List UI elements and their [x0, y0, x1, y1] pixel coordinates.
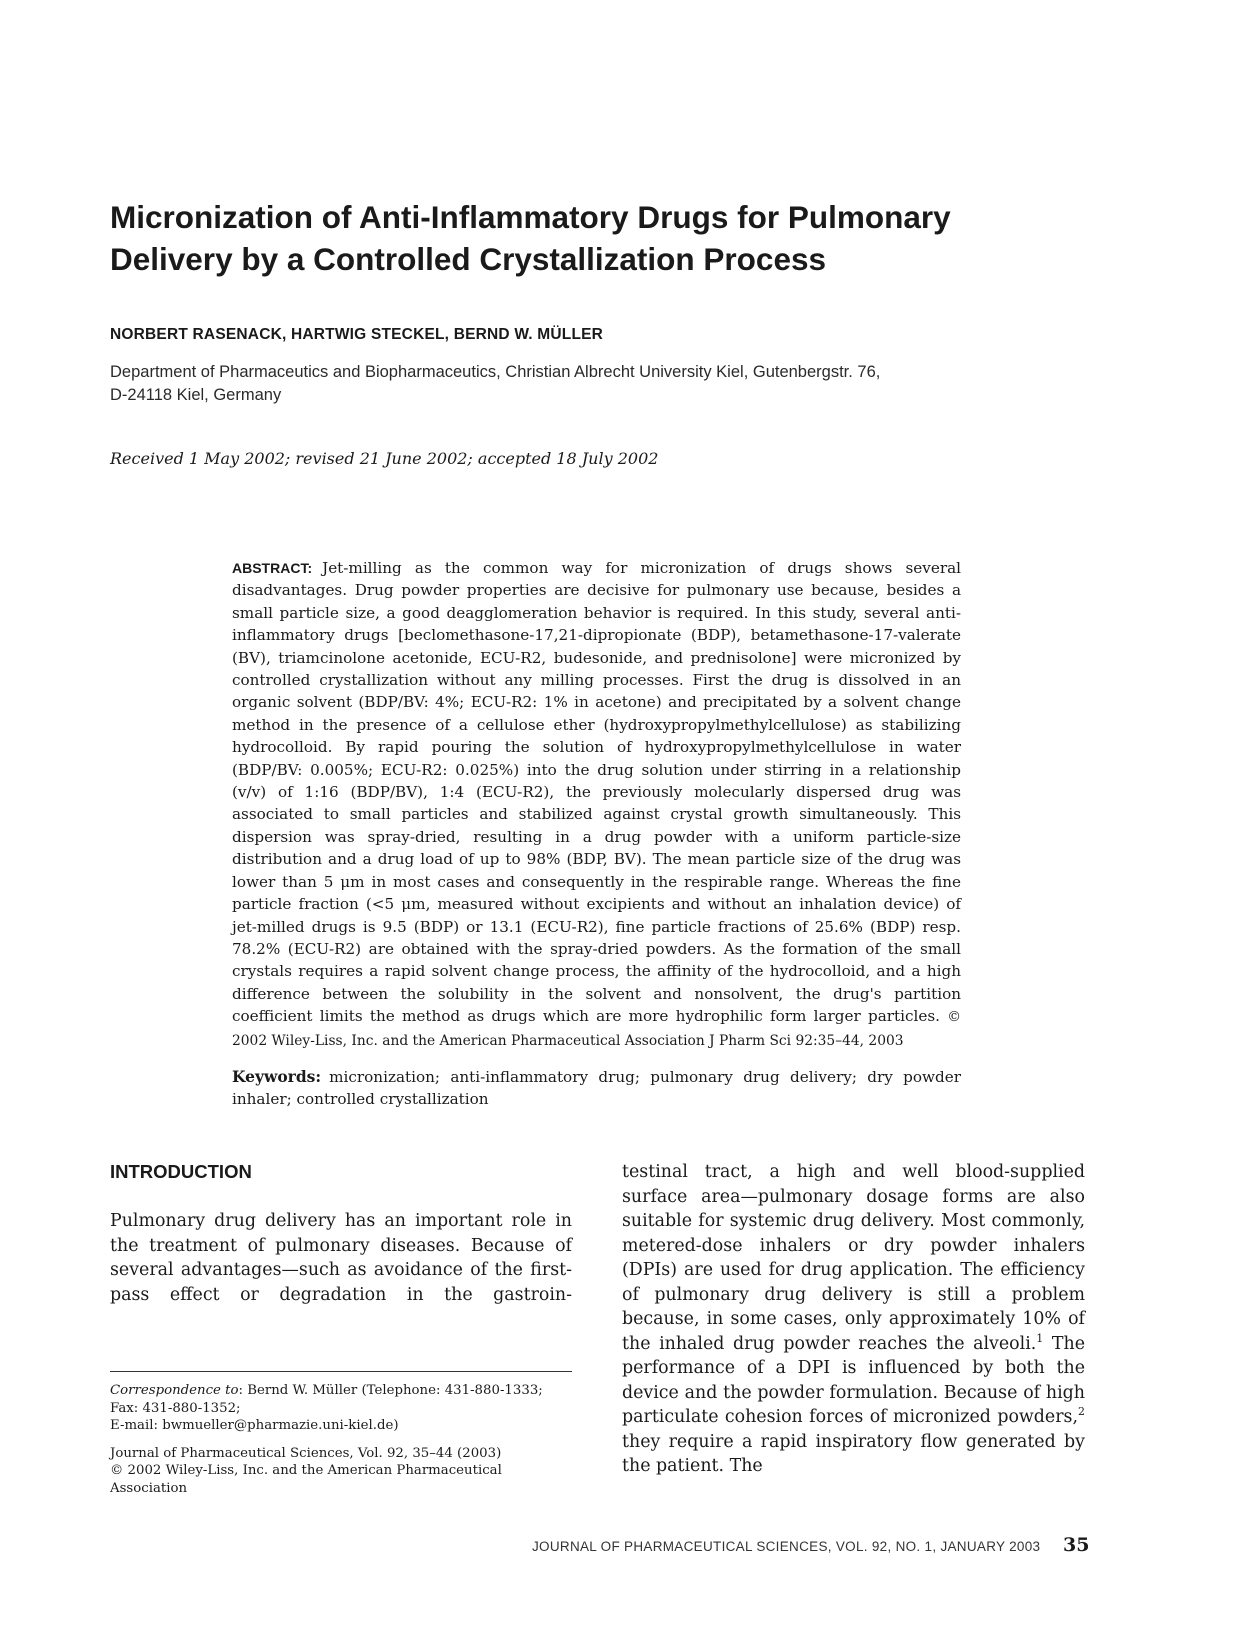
- keywords-label: Keywords:: [232, 1067, 322, 1086]
- paper-title: [110, 196, 1110, 280]
- intro-right-text-1: testinal tract, a high and well blood-supplied surface area—pulmonary dosage forms are also suitable for systemic drug delivery. Most commonly, metered-dose inhalers or dry powder inhalers (DPIs) are used for drug application. The efficiency of pulmonary drug delivery is still a problem because, in some cases, only approximately 10% of the inhaled drug powder reaches the alveoli.: [622, 1162, 1085, 1354]
- affiliation-line1: Department of Pharmaceutics and Biopharmaceutics, Christian Albrecht University Kiel, Gutenbergstr. 76,: [110, 363, 881, 381]
- intro-right-text-2: The performance of a DPI is influenced by both the device and the powder formulation. Because of high particulate cohesion forces of micronized powders,: [622, 1333, 1086, 1427]
- abstract-copyright: © 2002 Wiley-Liss, Inc. and the American Pharmaceutical Association J Pharm Sci 92:35–44, 2003: [232, 1009, 961, 1049]
- page-number: 35: [1063, 1534, 1090, 1556]
- intro-left-column: Pulmonary drug delivery has an important role in the treatment of pulmonary diseases. Because of several advantages—such as avoidance of the first-pass effect or degradation in the gastroin-: [110, 1211, 572, 1305]
- abstract-text: Jet-milling as the common way for micronization of drugs shows several disadvantages. Drug powder properties are decisive for pulmonary use because, besides a small particle size, a good deagglomeration behavior is required. In this study, several anti-inflammatory drugs [beclomethasone-17,21-dipropionate (BDP), betamethasone-17-valerate (BV), triamcinolone acetonide, ECU-R2, budesonide, and prednisolone] were micronized by controlled crystallization without any milling processes. First the drug is dissolved in an organic solvent (BDP/BV: 4%; ECU-R2: 1% in acetone) and precipitated by a solvent change method in the presence of a cellulose ether (hydroxypropylmethylcellulose) as stabilizing hydrocolloid. By rapid pouring the solution of hydroxypropylmethylcellulose in water (BDP/BV: 0.005%; ECU-R2: 0.025%) into the drug solution under stirring in a relationship (v/v) of 1:16 (BDP/BV), 1:4 (ECU-R2), the previously molecularly dispersed drug was associated to small particles and stabilized against crystal growth simultaneously. This dispersion was spray-dried, resulting in a drug powder with a uniform particle-size distribution and a drug load of up to 98% (BDP, BV). The mean particle size of the drug was lower than 5 μm in most cases and consequently in the respirable range. Whereas the fine particle fraction (<5 μm, measured without excipients and without an inhalation device) of jet-milled drugs is 9.5 (BDP) or 13.1 (ECU-R2), fine particle fractions of 25.6% (BDP) resp. 78.2% (ECU-R2) are obtained with the spray-dried powders. As the formation of the small crystals requires a rapid solvent change process, the affinity of the hydrocolloid, and a high difference between the solubility in the solvent and nonsolvent, the drug's partition coefficient limits the method as drugs which are more hydrophilic form larger particles.: [232, 559, 961, 1026]
- running-footer: JOURNAL OF PHARMACEUTICAL SCIENCES, VOL. 92, NO. 1, JANUARY 2003: [532, 1539, 1041, 1554]
- abstract: [232, 557, 961, 1052]
- affiliation-line2: D-24118 Kiel, Germany: [110, 386, 282, 404]
- paper-title-line2: Delivery by a Controlled Crystallization Process: [110, 241, 826, 277]
- keywords: [232, 1066, 961, 1111]
- correspondence-email: E-mail: bwmueller@pharmazie.uni-kiel.de): [110, 1418, 399, 1433]
- correspondence-text: : Bernd W. Müller (Telephone: 431-880-1333; Fax: 431-880-1352;: [110, 1383, 543, 1416]
- reference-1[interactable]: 1: [1036, 1331, 1044, 1345]
- journal-citation: Journal of Pharmaceutical Sciences, Vol. 92, 35–44 (2003): [110, 1445, 502, 1461]
- footnote: [110, 1382, 572, 1497]
- correspondence-label: Correspondence to: [110, 1383, 239, 1398]
- intro-right-column: [622, 1160, 1085, 1479]
- intro-right-text-3: they require a rapid inspiratory flow generated by the patient. The: [622, 1431, 1085, 1476]
- section-heading-introduction: INTRODUCTION: [110, 1161, 252, 1182]
- paper-title-line1: Micronization of Anti-Inflammatory Drugs for Pulmonary: [110, 199, 951, 235]
- keywords-text: micronization; anti-inflammatory drug; pulmonary drug delivery; dry powder inhaler; controlled crystallization: [232, 1068, 961, 1109]
- footnote-copyright: © 2002 Wiley-Liss, Inc. and the American Pharmaceutical Association: [110, 1463, 502, 1496]
- affiliation: [110, 361, 990, 407]
- footnote-divider: [110, 1371, 572, 1372]
- correspondence-note: [110, 1382, 572, 1417]
- author-list: NORBERT RASENACK, HARTWIG STECKEL, BERND W. MÜLLER: [110, 326, 604, 343]
- abstract-label: ABSTRACT:: [232, 560, 313, 576]
- received-dates: Received 1 May 2002; revised 21 June 2002; accepted 18 July 2002: [110, 449, 659, 468]
- reference-2[interactable]: 2: [1078, 1405, 1085, 1419]
